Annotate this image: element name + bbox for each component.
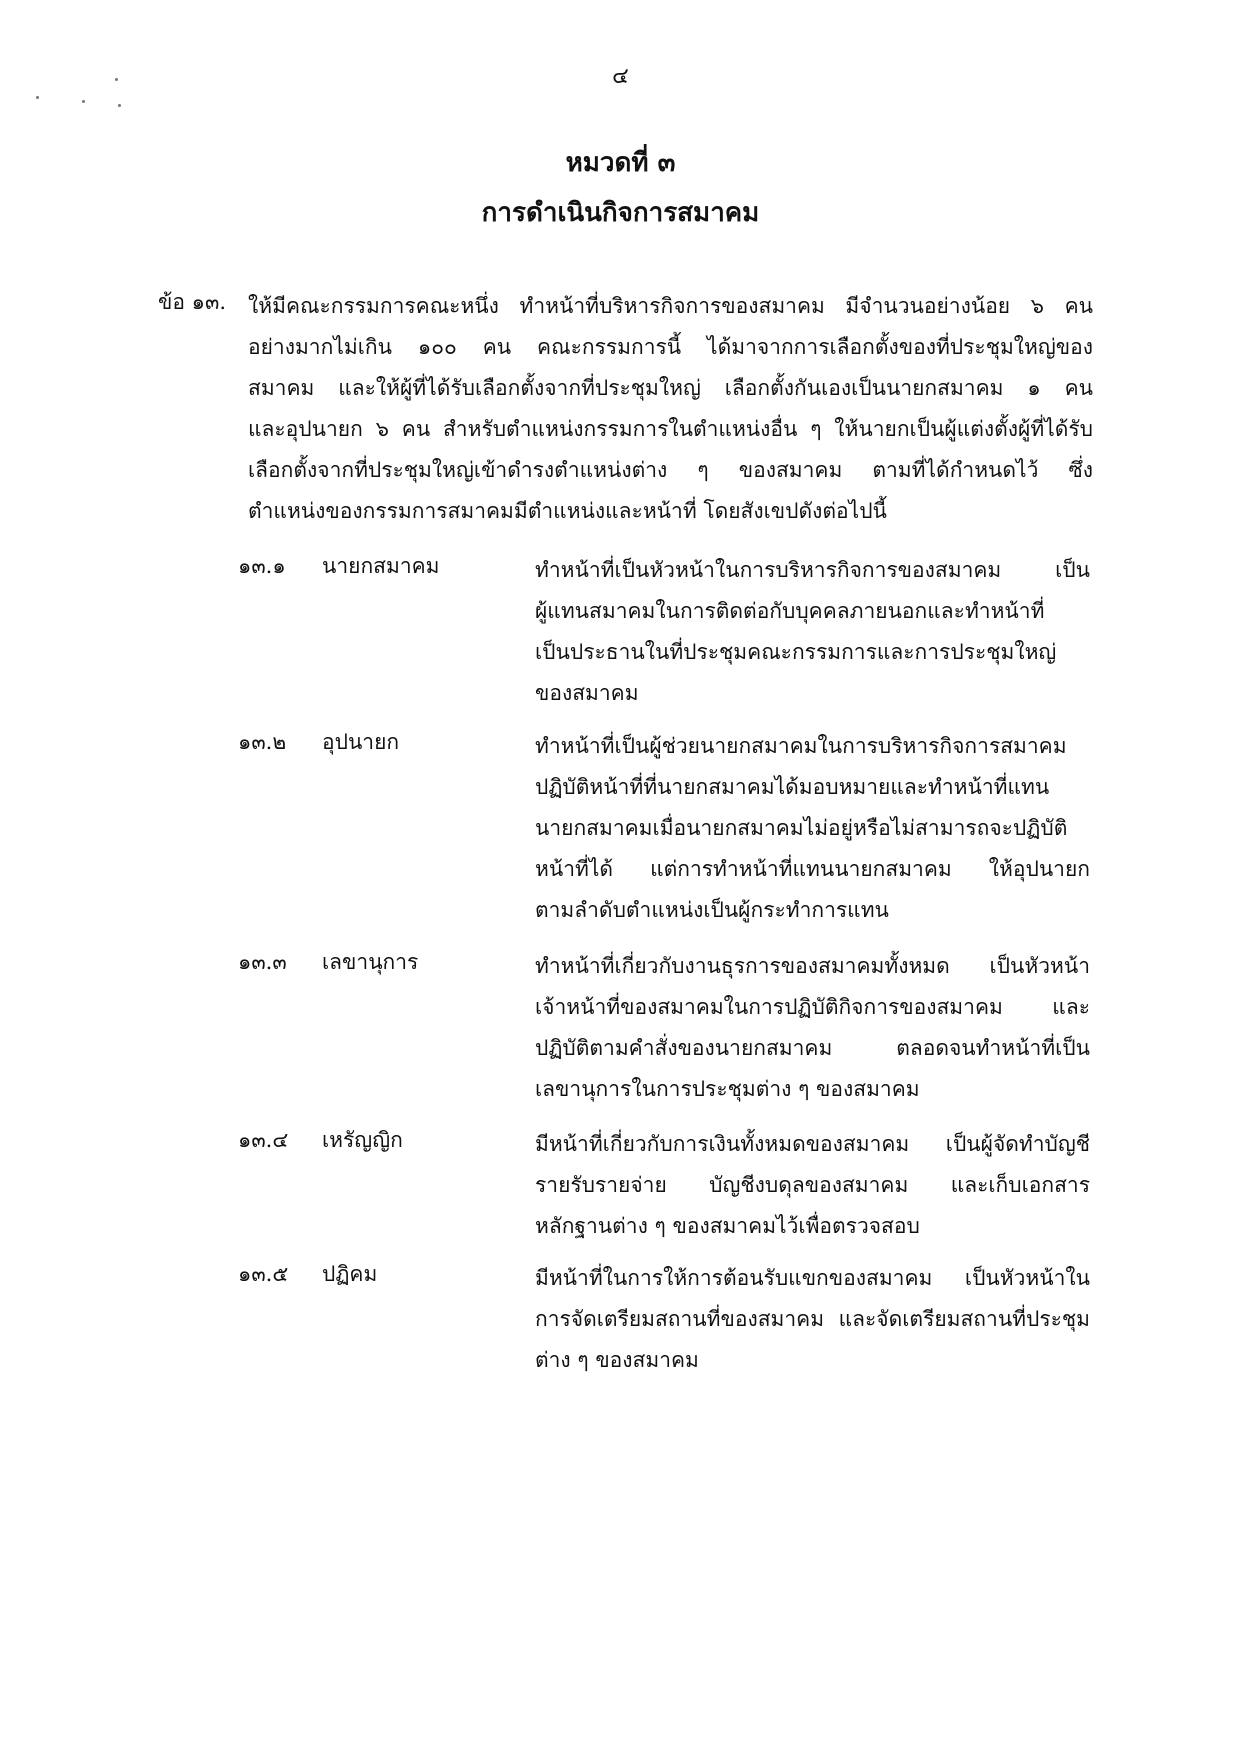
- position-title: ปฏิคม: [322, 1262, 378, 1286]
- position-description: [535, 550, 1090, 714]
- position-number: ๑๓.๔: [238, 1128, 289, 1152]
- position-title: เหรัญญิก: [322, 1128, 403, 1152]
- position-number: ๑๓.๒: [238, 730, 287, 754]
- description-line: มีหน้าที่ในการให้การต้อนรับแขกของสมาคม เป็นหัวหน้าใน: [535, 1266, 1090, 1290]
- description-line: การจัดเตรียมสถานที่ของสมาคม และจัดเตรียมสถานที่ประชุม: [535, 1307, 1090, 1331]
- description-line: ทำหน้าที่เป็นหัวหน้าในการบริหารกิจการของสมาคม เป็น: [535, 558, 1090, 582]
- chapter-subtitle: การดำเนินกิจการสมาคม: [481, 198, 760, 228]
- chapter-title: หมวดที่ ๓: [565, 148, 676, 178]
- page-number: ๔: [612, 64, 629, 89]
- position-description: [535, 946, 1090, 1110]
- description-line: หลักฐานต่าง ๆ ของสมาคมไว้เพื่อตรวจสอบ: [535, 1214, 920, 1238]
- description-line: ของสมาคม: [535, 681, 639, 705]
- clause-line: ให้มีคณะกรรมการคณะหนึ่ง ทำหน้าที่บริหารกิจการของสมาคม มีจำนวนอย่างน้อย ๖ คน: [248, 294, 1093, 318]
- position-description: [535, 726, 1090, 931]
- clause-body: [248, 286, 1093, 532]
- position-title: เลขานุการ: [322, 950, 419, 974]
- scan-speck: [82, 100, 85, 103]
- clause-line: และอุปนายก ๖ คน สำหรับตำแหน่งกรรมการในตำแหน่งอื่น ๆ ให้นายกเป็นผู้แต่งตั้งผู้ที่ได้รับ: [248, 417, 1093, 441]
- position-title: นายกสมาคม: [322, 554, 440, 578]
- description-line: นายกสมาคมเมื่อนายกสมาคมไม่อยู่หรือไม่สามารถจะปฏิบัติ: [535, 816, 1068, 840]
- description-line: ต่าง ๆ ของสมาคม: [535, 1348, 699, 1372]
- position-number: ๑๓.๓: [238, 950, 287, 974]
- description-line: เป็นประธานในที่ประชุมคณะกรรมการและการประชุมใหญ่: [535, 640, 1057, 664]
- description-line: ปฏิบัติตามคำสั่งของนายกสมาคม ตลอดจนทำหน้าที่เป็น: [535, 1036, 1090, 1060]
- description-line: หน้าที่ได้ แต่การทำหน้าที่แทนนายกสมาคม ให้อุปนายก: [535, 857, 1090, 881]
- description-line: มีหน้าที่เกี่ยวกับการเงินทั้งหมดของสมาคม เป็นผู้จัดทำบัญชี: [535, 1132, 1090, 1156]
- clause-line: สมาคม และให้ผู้ที่ได้รับเลือกตั้งจากที่ประชุมใหญ่ เลือกตั้งกันเองเป็นนายกสมาคม ๑ คน: [248, 376, 1093, 400]
- description-line: ผู้แทนสมาคมในการติดต่อกับบุคคลภายนอกและทำหน้าที่: [535, 599, 1045, 623]
- position-number: ๑๓.๑: [238, 554, 286, 578]
- position-description: [535, 1258, 1090, 1381]
- position-description: [535, 1124, 1090, 1247]
- description-line: รายรับรายจ่าย บัญชีงบดุลของสมาคม และเก็บเอกสาร: [535, 1173, 1090, 1197]
- description-line: ทำหน้าที่เป็นผู้ช่วยนายกสมาคมในการบริหารกิจการสมาคม: [535, 734, 1067, 758]
- scan-speck: [36, 96, 39, 99]
- description-line: เลขานุการในการประชุมต่าง ๆ ของสมาคม: [535, 1077, 920, 1101]
- clause-line: ตำแหน่งของกรรมการสมาคมมีตำแหน่งและหน้าที่ โดยสังเขปดังต่อไปนี้: [248, 499, 887, 523]
- clause-line: อย่างมากไม่เกิน ๑๐๐ คน คณะกรรมการนี้ ได้มาจากการเลือกตั้งของที่ประชุมใหญ่ของ: [248, 335, 1093, 359]
- description-line: ทำหน้าที่เกี่ยวกับงานธุรการของสมาคมทั้งหมด เป็นหัวหน้า: [535, 954, 1090, 978]
- description-line: ตามลำดับตำแหน่งเป็นผู้กระทำการแทน: [535, 898, 889, 922]
- clause-label: ข้อ ๑๓.: [158, 290, 227, 314]
- description-line: ปฏิบัติหน้าที่ที่นายกสมาคมได้มอบหมายและทำหน้าที่แทน: [535, 775, 1050, 799]
- position-number: ๑๓.๕: [238, 1262, 289, 1286]
- clause-line: เลือกตั้งจากที่ประชุมใหญ่เข้าดำรงตำแหน่งต่าง ๆ ของสมาคม ตามที่ได้กำหนดไว้ ซึ่ง: [248, 458, 1093, 482]
- scan-speck: [118, 104, 121, 107]
- position-title: อุปนายก: [322, 730, 400, 754]
- description-line: เจ้าหน้าที่ของสมาคมในการปฏิบัติกิจการของสมาคม และ: [535, 995, 1090, 1019]
